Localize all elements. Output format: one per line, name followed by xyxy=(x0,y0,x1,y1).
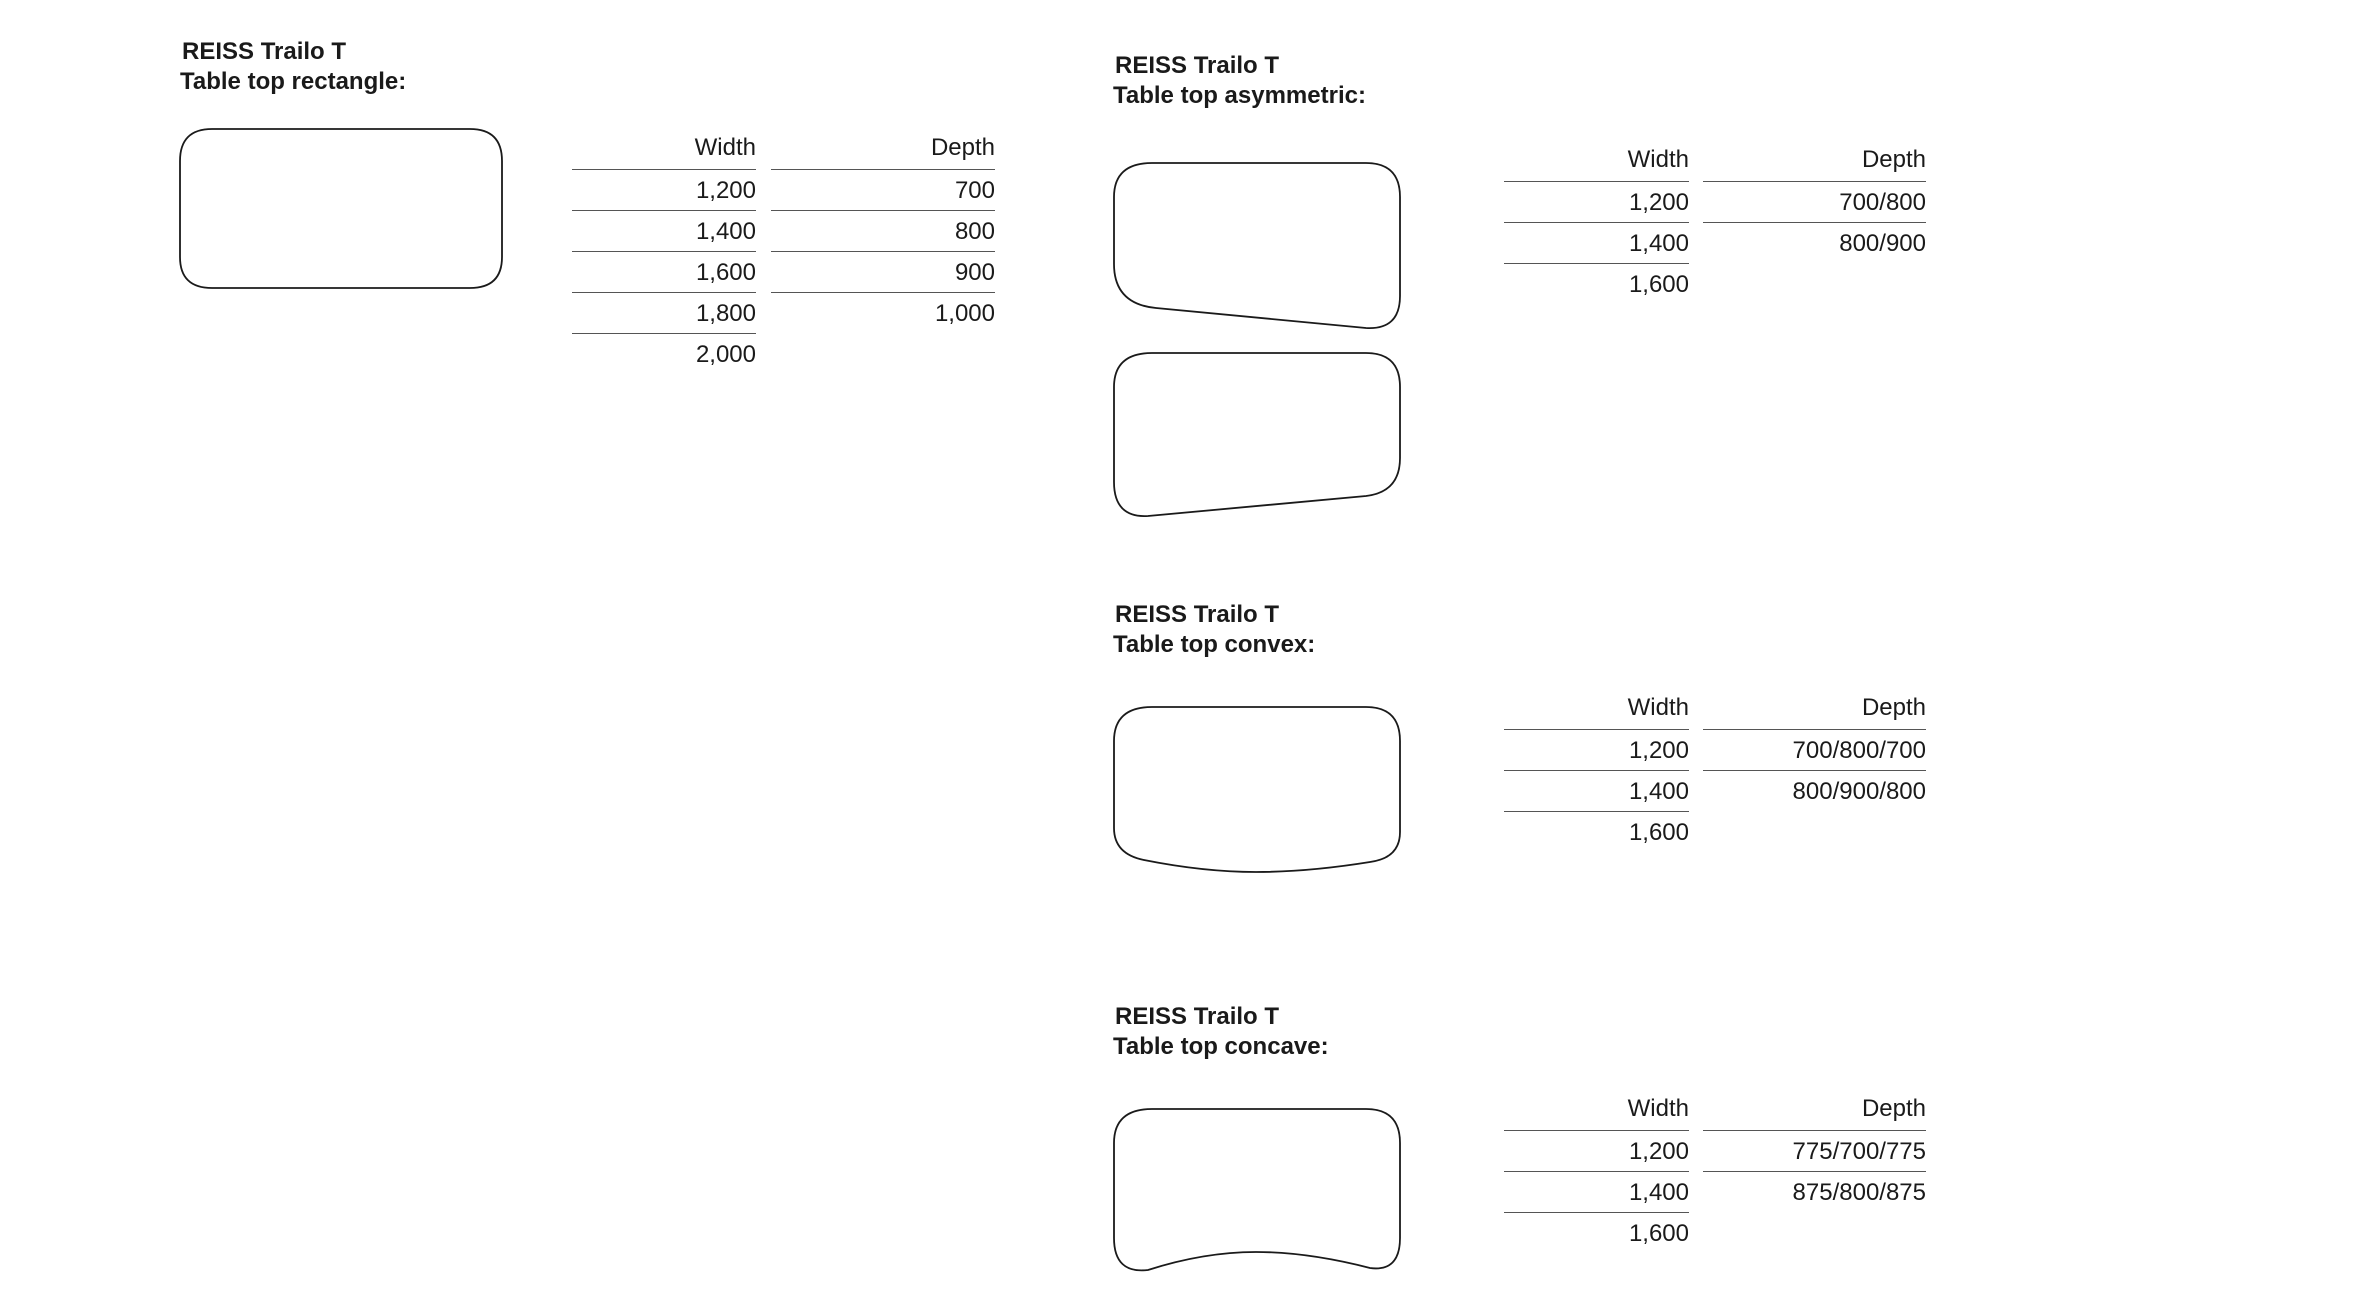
asymmetric-width-value: 1,400 xyxy=(1504,223,1689,264)
rectangle-depth-value: 700 xyxy=(771,170,995,211)
concave-width-header: Width xyxy=(1504,1087,1689,1131)
convex-table-top-shape xyxy=(1108,702,1408,878)
convex-width-value: 1,200 xyxy=(1504,730,1689,771)
concave-table-top-shape xyxy=(1108,1104,1408,1280)
asymmetric-heading xyxy=(1115,51,1366,111)
asymmetric-depth-value: 700/800 xyxy=(1703,182,1926,223)
rectangle-depth-value: 800 xyxy=(771,211,995,252)
convex-product-name: REISS Trailo T xyxy=(1115,601,1280,628)
rectangle-depth-column xyxy=(771,126,995,334)
asymmetric-width-header: Width xyxy=(1504,138,1689,182)
asymmetric-table-top-shape-b xyxy=(1108,348,1408,524)
concave-heading xyxy=(1115,1002,1329,1062)
rectangle-subtitle: Table top rectangle: xyxy=(180,68,407,95)
convex-subtitle: Table top convex: xyxy=(1113,631,1316,658)
convex-depth-value: 800/900/800 xyxy=(1792,778,1926,805)
asymmetric-table-top-shape-a xyxy=(1108,158,1408,334)
concave-depth-value: 875/800/875 xyxy=(1792,1179,1926,1206)
concave-width-column xyxy=(1504,1087,1689,1254)
convex-width-header: Width xyxy=(1504,686,1689,730)
rectangle-product-name: REISS Trailo T xyxy=(182,38,347,65)
convex-heading xyxy=(1115,600,1315,660)
asymmetric-product-name: REISS Trailo T xyxy=(1115,52,1280,79)
rectangle-width-column xyxy=(572,126,756,375)
rectangle-width-header: Width xyxy=(572,126,756,170)
rectangle-width-value: 1,800 xyxy=(572,293,756,334)
rectangle-table-top-shape xyxy=(176,126,506,292)
asymmetric-depth-value: 800/900 xyxy=(1839,230,1926,257)
convex-width-column xyxy=(1504,686,1689,853)
asymmetric-width-column xyxy=(1504,138,1689,305)
rectangle-width-value: 2,000 xyxy=(695,341,756,368)
convex-depth-value: 700/800/700 xyxy=(1703,730,1926,771)
concave-width-value: 1,600 xyxy=(1628,1220,1689,1247)
concave-width-value: 1,200 xyxy=(1504,1131,1689,1172)
concave-depth-header: Depth xyxy=(1703,1087,1926,1131)
asymmetric-depth-column xyxy=(1703,138,1926,264)
asymmetric-width-value: 1,600 xyxy=(1628,271,1689,298)
rectangle-width-value: 1,200 xyxy=(572,170,756,211)
rectangle-depth-value: 900 xyxy=(771,252,995,293)
convex-width-value: 1,600 xyxy=(1628,819,1689,846)
asymmetric-subtitle: Table top asymmetric: xyxy=(1113,82,1366,109)
concave-product-name: REISS Trailo T xyxy=(1115,1003,1280,1030)
convex-depth-header: Depth xyxy=(1703,686,1926,730)
rectangle-depth-value: 1,000 xyxy=(934,300,995,327)
concave-width-value: 1,400 xyxy=(1504,1172,1689,1213)
rectangle-width-value: 1,600 xyxy=(572,252,756,293)
asymmetric-depth-header: Depth xyxy=(1703,138,1926,182)
convex-width-value: 1,400 xyxy=(1504,771,1689,812)
rectangle-depth-header: Depth xyxy=(771,126,995,170)
concave-subtitle: Table top concave: xyxy=(1113,1033,1329,1060)
rectangle-heading xyxy=(182,37,406,97)
concave-depth-column xyxy=(1703,1087,1926,1213)
convex-depth-column xyxy=(1703,686,1926,812)
concave-depth-value: 775/700/775 xyxy=(1703,1131,1926,1172)
asymmetric-width-value: 1,200 xyxy=(1504,182,1689,223)
rectangle-width-value: 1,400 xyxy=(572,211,756,252)
